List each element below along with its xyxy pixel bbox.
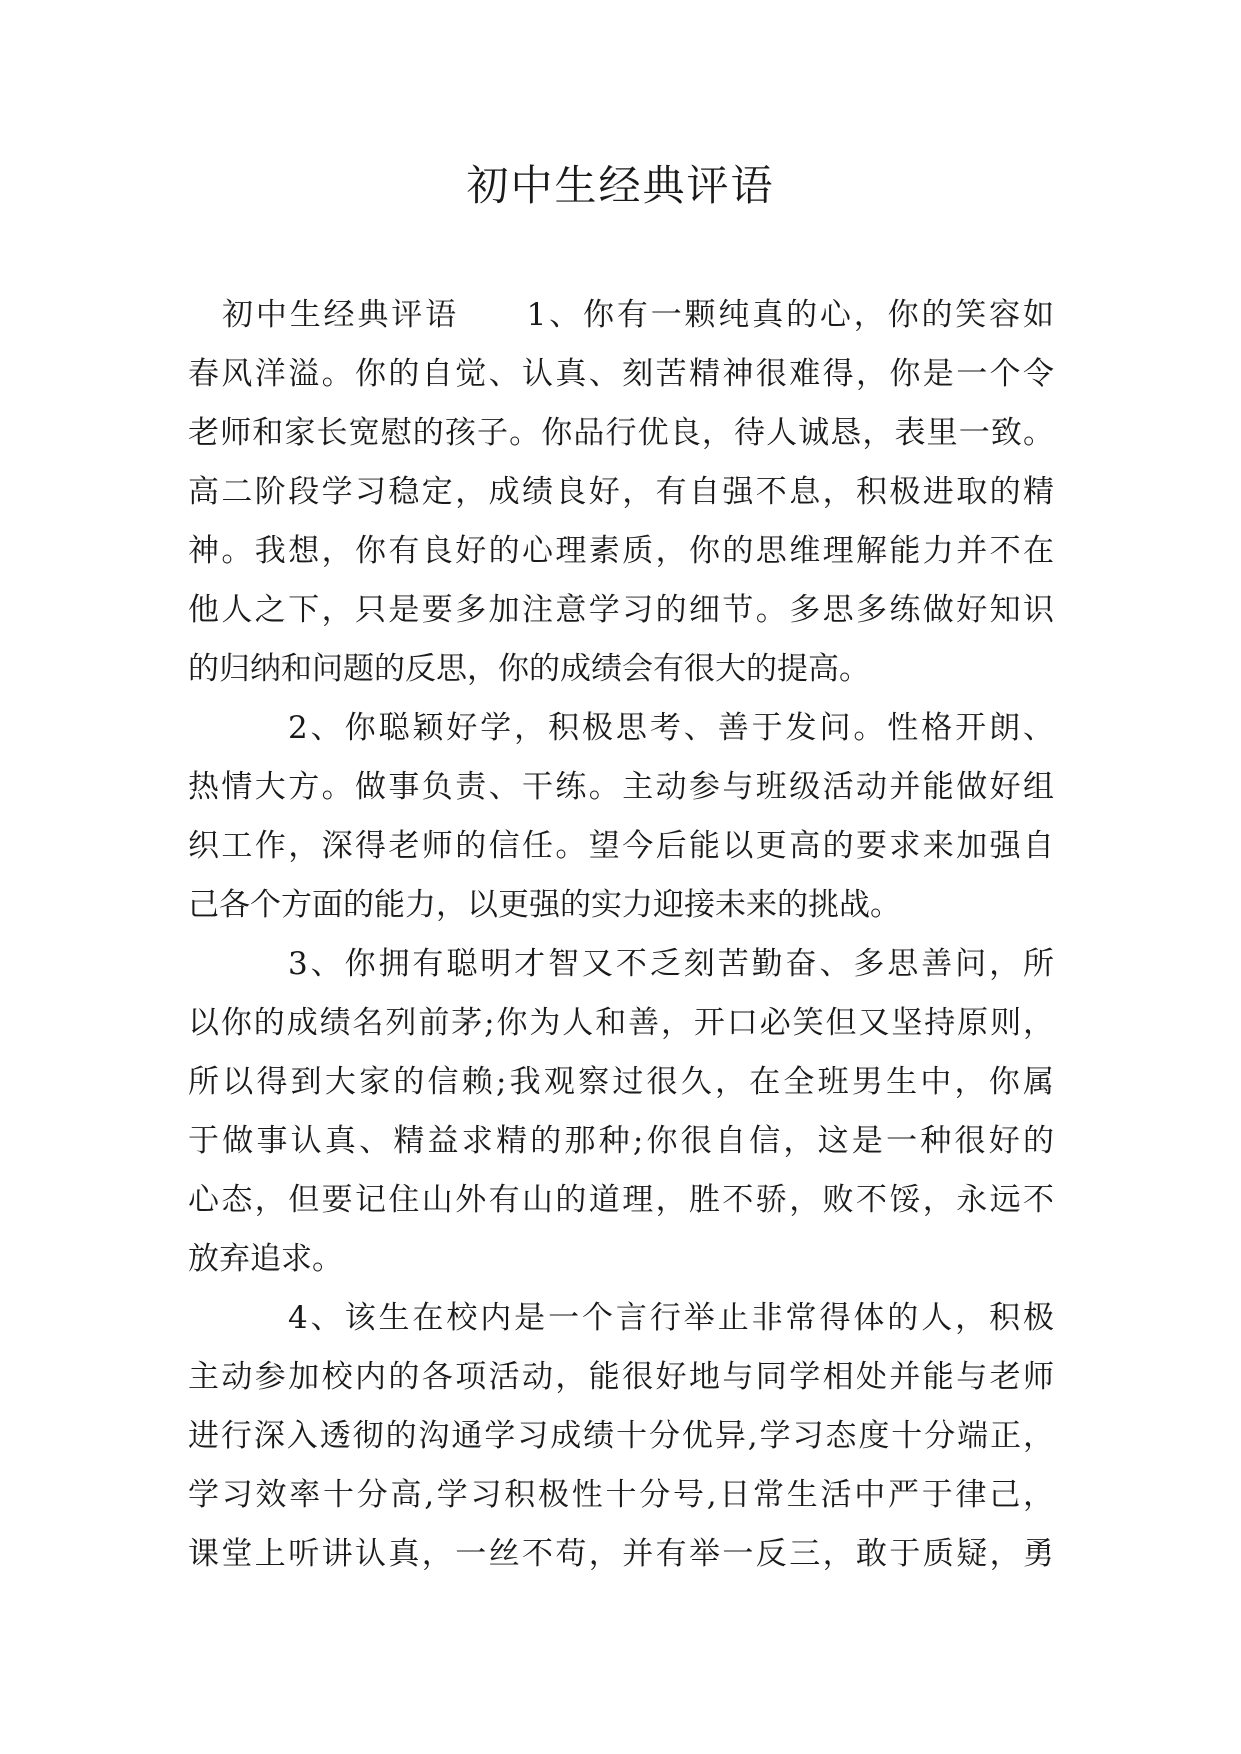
text-line: 3、你拥有聪明才智又不乏刻苦勤奋、多思善问，所	[288, 946, 1054, 982]
text-line: 的归纳和问题的反思，你的成绩会有很大的提高。	[188, 651, 870, 687]
text-line: 神。我想，你有良好的心理素质，你的思维理解能力并不在	[188, 533, 1054, 569]
text-line: 他人之下，只是要多加注意学习的细节。多思多练做好知识	[188, 592, 1054, 628]
text-line: 心态，但要记住山外有山的道理，胜不骄，败不馁，永远不	[188, 1182, 1054, 1218]
text-line: 己各个方面的能力，以更强的实力迎接未来的挑战。	[188, 887, 901, 923]
text-line: 2、你聪颖好学，积极思考、善于发问。性格开朗、	[288, 710, 1054, 746]
text-line: 初中生经典评语 1、你有一颗纯真的心，你的笑容如	[222, 297, 1054, 333]
text-line: 放弃追求。	[188, 1241, 343, 1277]
document-body	[188, 286, 1054, 1584]
text-line: 高二阶段学习稳定，成绩良好，有自强不息，积极进取的精	[188, 474, 1054, 510]
text-line: 课堂上听讲认真，一丝不苟，并有举一反三，敢于质疑，勇	[188, 1536, 1054, 1572]
text-line: 以你的成绩名列前茅;你为人和善，开口必笑但又坚持原则，	[188, 1005, 1054, 1041]
text-line: 春风洋溢。你的自觉、认真、刻苦精神很难得，你是一个令	[188, 356, 1054, 392]
text-line: 学习效率十分高,学习积极性十分号,日常生活中严于律己，	[188, 1477, 1054, 1513]
text-line: 老师和家长宽慰的孩子。你品行优良，待人诚恳，表里一致。	[188, 415, 1054, 451]
text-line: 所以得到大家的信赖;我观察过很久，在全班男生中，你属	[188, 1064, 1054, 1100]
text-line: 织工作，深得老师的信任。望今后能以更高的要求来加强自	[188, 828, 1054, 864]
text-line: 主动参加校内的各项活动，能很好地与同学相处并能与老师	[188, 1359, 1054, 1395]
text-line: 4、该生在校内是一个言行举止非常得体的人，积极	[288, 1300, 1054, 1336]
document-title: 初中生经典评语	[466, 161, 775, 210]
text-line: 热情大方。做事负责、干练。主动参与班级活动并能做好组	[188, 769, 1054, 805]
text-line: 进行深入透彻的沟通学习成绩十分优异,学习态度十分端正，	[188, 1418, 1054, 1454]
text-line: 于做事认真、精益求精的那种;你很自信，这是一种很好的	[188, 1123, 1054, 1159]
